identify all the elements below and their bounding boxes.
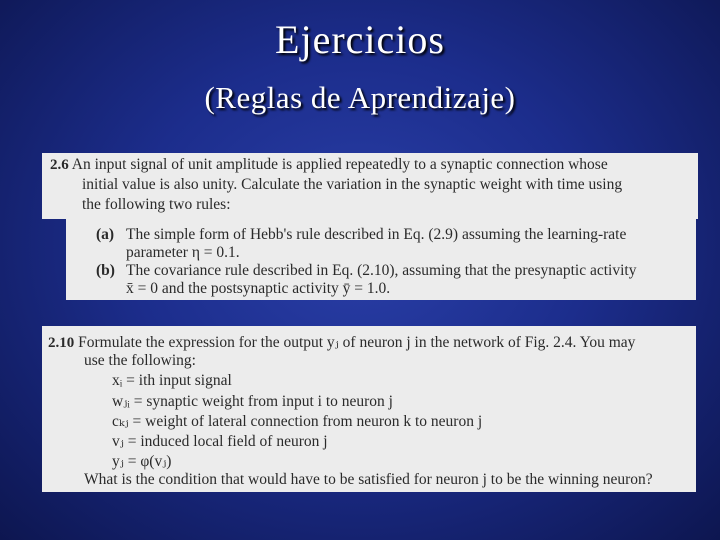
definition-x: xᵢ = ith input signal	[112, 372, 232, 389]
slide-title: Ejercicios	[275, 17, 445, 62]
problem-2-6-excerpt	[42, 153, 698, 219]
problem-2-10-excerpt	[42, 326, 696, 492]
option-b-line-1: (b) The covariance rule described in Eq. (2.10), assuming that the presynaptic activity	[96, 262, 637, 279]
slide-subtitle: (Reglas de Aprendizaje)	[204, 80, 516, 115]
option-b-line-2: x̄ = 0 and the postsynaptic activity ȳ = 1.0.	[126, 280, 391, 297]
option-b-label: (b)	[96, 262, 115, 279]
problem-2-10-line-2: use the following:	[84, 352, 196, 369]
problem-2-10-question: What is the condition that would have to be satisfied for neuron j to be the winning neuron?	[84, 471, 653, 488]
problem-2-6-number: 2.6	[50, 157, 69, 173]
option-a-line-1: (a) The simple form of Hebb's rule described in Eq. (2.9) assuming the learning-rate	[96, 226, 627, 243]
definition-y: yⱼ = φ(vⱼ)	[112, 453, 172, 470]
problem-2-10-line-1: 2.10 Formulate the expression for the output yⱼ of neuron j in the network of Fig. 2.4. You may	[48, 334, 636, 351]
problem-2-10-number: 2.10	[48, 335, 75, 351]
definition-c: cₖⱼ = weight of lateral connection from neuron k to neuron j	[112, 413, 483, 430]
problem-2-6-line-2: initial value is also unity. Calculate the variation in the synaptic weight with time using	[82, 176, 623, 193]
definition-v: vⱼ = induced local field of neuron j	[112, 433, 328, 450]
problem-2-6-line-1: 2.6 An input signal of unit amplitude is applied repeatedly to a synaptic connection whose	[50, 156, 608, 173]
problem-2-6-options	[66, 219, 696, 300]
definition-w: wⱼᵢ = synaptic weight from input i to neuron j	[112, 393, 393, 410]
option-a-label: (a)	[96, 226, 115, 243]
option-a-line-2: parameter η = 0.1.	[126, 244, 240, 261]
problem-2-6-line-3: the following two rules:	[82, 196, 231, 213]
